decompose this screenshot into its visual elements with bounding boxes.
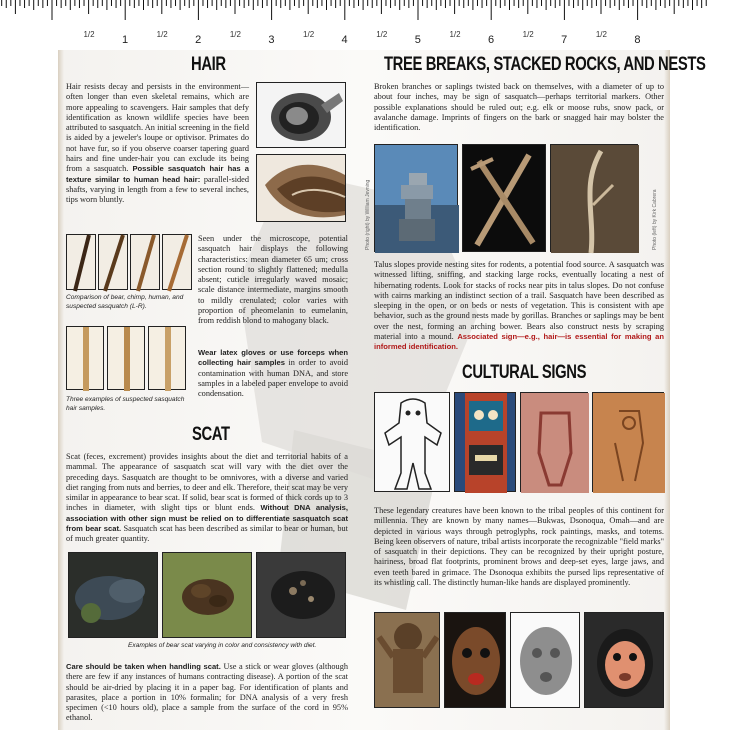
cultural-heading: CULTURAL SIGNS xyxy=(462,362,587,383)
totem-photo xyxy=(454,392,516,492)
rock-painting-photo xyxy=(520,392,588,492)
ruler-half-label: 1/2 xyxy=(522,30,534,39)
ruler-half-label: 1/2 xyxy=(376,30,388,39)
hair-para1-bold: Possible sasquatch hair has a texture similar to human head hair: xyxy=(66,164,250,184)
guide-page xyxy=(58,50,706,730)
hair-caption-comparison: Comparison of bear, chimp, human, and suspected sasquatch (L-R). xyxy=(66,294,184,310)
crossed-branches-photo xyxy=(462,144,546,252)
scat-heading: SCAT xyxy=(192,424,230,445)
hair-sample-3 xyxy=(148,326,186,390)
hair-paragraph-2: Seen under the microscope, potential sasquatch hair displays the following characteristics: mean diameter 65 um; cross section round to slightly flattened; medulla absent; cuticle irregularly waved mosaic; scale distance intermediate, margins smooth to mildly crenulated; color varies with proportion of pheomelanin to eumelanin, from reddish blond to mahogany black. xyxy=(198,234,348,326)
trees-para2-text: Talus slopes provide nesting sites for rodents, a potential food source. A sasquatch was witnessed lifting, sniffing, and stacking large rocks, eventually locating a nest of hibernating rodents. Look for stacks of rocks near pits in talus slopes. Do not confuse with cairns marking an indistinct section of a trail. Sasquatch have been described as sleeping in the open, or on beds or nests of vegetation. This is consistent with ape behavior, such as the ground nests made by gorillas. Branches or saplings may be bent over the nest, forming an arching bower. Bears also construct nests by scraping material into a mound. xyxy=(374,260,664,342)
ruler-half-label: 1/2 xyxy=(449,30,461,39)
loupe-photo xyxy=(256,82,346,148)
ruler-half-label: 1/2 xyxy=(595,30,607,39)
photo-credit-left: Photo (left) by Kirk Cabrera xyxy=(652,189,658,250)
scat-para1-bold: Without DNA analysis, association with other sign must be relied on to differentiate sasquatch scat from bear scat. xyxy=(66,503,348,534)
scat-para1-text: Scat (feces, excrement) provides insights about the diet and territorial habits of a mammal. The appearance of sasquatch scat will vary with the diet over the preceding days. Sasquatch are thought to be omnivores, with a diverse and varied diet ranging from nuts and berries, to deer and elk. Therefore, their scat may be very similar in appearance to bear scat. If solid, bear scat is formed of thick cords up to 3 inches in diameter, with slight tips or blunt ends. xyxy=(66,452,348,513)
scat-paragraph-1 xyxy=(66,452,348,545)
hair-sample-2 xyxy=(107,326,145,390)
scat-photo-3 xyxy=(256,552,346,638)
hair-sample-sasquatch xyxy=(162,234,192,290)
fur-photo xyxy=(256,154,346,222)
ruler-half-label: 1/2 xyxy=(83,30,95,39)
stacked-rocks-photo xyxy=(374,144,458,252)
hair-sample-bear xyxy=(66,234,96,290)
hair-para3-text: in order to avoid contamination with human DNA, and store samples in a labeled paper envelope to avoid condensation. xyxy=(198,358,348,399)
ruler xyxy=(0,0,730,50)
hair-caption-samples: Three examples of suspected sasquatch hair samples. xyxy=(66,396,185,412)
trees-warning-text: Associated sign—e.g., hair—is essential for making an informed identification. xyxy=(374,332,664,352)
ruler-inch-label: 7 xyxy=(561,34,568,46)
hair-paragraph-1 xyxy=(66,82,249,206)
scat-para2-bold: Care should be taken when handling scat. xyxy=(66,662,221,671)
stone-head-photo xyxy=(510,612,580,708)
hair-para3-bold: Wear latex gloves or use forceps when collecting hair samples xyxy=(198,348,348,368)
hair-para1-end: parallel-sided shafts, varying in length from a few to several inches, tips worn bluntly. xyxy=(66,174,249,205)
trees-heading: TREE BREAKS, STACKED ROCKS, AND NESTS xyxy=(384,54,706,75)
hair-sample-1 xyxy=(66,326,104,390)
ruler-inch-label: 3 xyxy=(268,34,275,46)
scat-photo-1 xyxy=(68,552,158,638)
ruler-half-label: 1/2 xyxy=(229,30,241,39)
trees-paragraph-1: Broken branches or saplings twisted back on themselves, with a diameter of up to about four inches, may be sign of sasquatch—perhaps territorial markers. Other possible explanations should be ruled out; e.g. elk or moose rubs, snow pack, or avalanche damage. Imprints of fingers on the bark or snagged hair may bolster the identification. xyxy=(374,82,664,133)
cultural-paragraph: These legendary creatures have been known to the tribal peoples of this continent for millennia. They are known by many names—Bukwas, Dsonoqua, Omah—and are depicted in various ways through petroglyphs, rock paintings, masks, and totems. Being keen observers of nature, tribal artists incorporate the recognizable "field marks" of sasquatch in their depictions. They can be recognized by their upright posture, hairiness, broad flat footprints, prominent brows and deep-set eyes, large jaws, and even teeth bared in grimace. The Dsonoqua exhibits the pursed lips representative of its whistling call. The distinctly human-like hands are displayed prominently. xyxy=(374,506,664,588)
figure-carving-photo xyxy=(374,612,440,708)
ruler-half-label: 1/2 xyxy=(303,30,315,39)
ruler-ticks xyxy=(0,0,730,34)
carved-mask-photo xyxy=(444,612,506,708)
ruler-inch-label: 1 xyxy=(121,34,129,46)
painted-mask-photo xyxy=(584,612,664,708)
scat-photo-2 xyxy=(162,552,252,638)
scat-para1-end: Sasquatch scat has been described as similar to bear or human, but of much greater quantity. xyxy=(66,524,348,544)
ruler-half-label: 1/2 xyxy=(156,30,168,39)
ruler-inch-label: 6 xyxy=(487,34,495,46)
ruler-inch-label: 8 xyxy=(634,34,641,46)
hair-sample-human xyxy=(130,234,160,290)
ruler-inch-label: 4 xyxy=(341,34,348,46)
ruler-inch-label: 5 xyxy=(414,34,421,46)
petroglyph-drawing xyxy=(374,392,450,492)
hair-heading: HAIR xyxy=(191,54,226,75)
scat-caption: Examples of bear scat varying in color and consistency with diet. xyxy=(128,642,317,649)
scat-para2-text: Use a stick or wear gloves (although there are few if any instances of humans contracting disease). A portion of the scat should be air-dried by placing it in a paper bag. For identification of plants and parasites, place a portion in 10% formalin; for DNA analysis of a very fresh specimen (<10 hours old), place a sample from the surface of the cord in 95% ethanol. xyxy=(66,662,348,723)
petroglyph-photo xyxy=(592,392,664,492)
twisted-branch-photo xyxy=(550,144,638,252)
hair-paragraph-3 xyxy=(198,348,348,399)
hair-para1-text: Hair resists decay and persists in the environment—often longer than even skeletal remains, which are more appealing to scavengers. Hair samples that defy identification as known wildlife species have been attributed to sasquatch. An initial screening in the field is aided by a jeweler's loupe or optivisor. Primates do not have fur, so if you observe coarser tapering guard hairs and fine under-hair you can exclude its being from a sasquatch. xyxy=(66,82,249,174)
page-edge-left xyxy=(58,50,64,730)
scat-paragraph-2 xyxy=(66,662,348,724)
ruler-inch-label: 2 xyxy=(195,34,202,46)
photo-credit-right: Photo (right) by William Jevning xyxy=(365,179,371,250)
hair-sample-chimp xyxy=(98,234,128,290)
trees-paragraph-2 xyxy=(374,260,664,353)
